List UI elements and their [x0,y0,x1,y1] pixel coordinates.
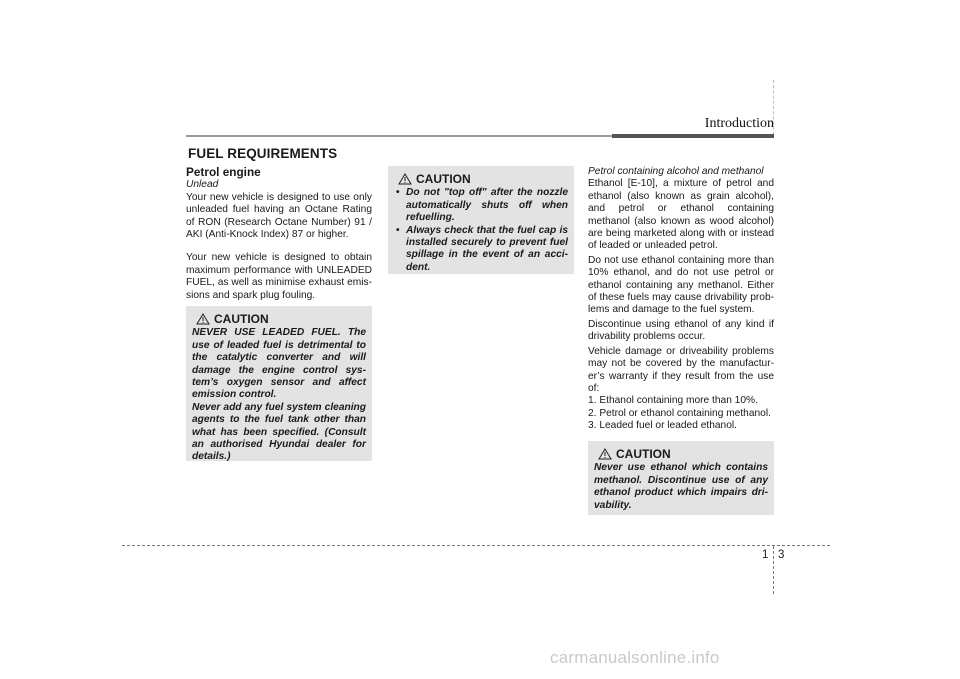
alcohol-paragraph-3: Discontinue using ethanol of any kind if drivability problems occur. [588,318,774,343]
section-title: FUEL REQUIREMENTS [188,146,338,161]
petrol-engine-heading: Petrol engine [186,165,261,179]
caution-label: CAUTION [616,447,671,461]
watermark-text: carmanualsonline.info [550,648,720,667]
warning-triangle-icon [598,448,612,460]
caution-box-leaded-fuel [186,306,372,461]
warning-triangle-icon [196,313,210,325]
unlead-paragraph-2: Your new vehicle is designed to obtain maximum performance with UNLEADED FUEL, as well as minimise exhaust emis-sions and spark plug fouling. [186,252,372,301]
chapter-number: 1 [762,549,769,561]
caution-text-methanol: Never use ethanol which contains methanol. Discontinue use of any ethanol product which impairs dri-vability. [594,462,768,511]
alcohol-subheading: Petrol containing alcohol and methanol [588,166,764,177]
alcohol-column [588,166,774,433]
alcohol-paragraph-2: Do not use ethanol containing more than 10% ethanol, and do not use petrol or ethanol containing any methanol. Either of these fuels may cause drivability prob-lems and damage to the fuel system. [588,254,774,316]
caution-header [598,448,774,460]
header-rule-accent [612,134,774,138]
alcohol-list-item: 3. Leaded fuel or leaded ethanol. [588,420,737,432]
caution-bullet-top-off: • Do not "top off" after the nozzle automatically shuts off when refuelling. [394,187,568,224]
petrol-engine-column [186,166,372,302]
alcohol-list-item: 2. Petrol or ethanol containing methanol. [588,407,771,419]
caution-bullet-fuel-cap: • Always check that the fuel cap is installed securely to prevent fuel spillage in the event of an acci-dent. [394,225,568,275]
caution-box-refuelling [388,166,574,274]
warning-triangle-icon [398,173,412,185]
unlead-subheading: Unlead [186,179,219,191]
caution-header [196,313,372,325]
alcohol-paragraph-4: Vehicle damage or driveability problems may not be covered by the manufactur-er’s warranty if they result from the use of: [588,345,774,394]
footer-dashed-rule [122,545,830,546]
caution-text-leaded: NEVER USE LEADED FUEL. The use of leaded fuel is detrimental to the catalytic converter and will damage the engine control sys-tem’s oxygen sensor and affect emission control. [192,327,366,401]
caution-header [398,173,574,185]
unlead-paragraph-1: Your new vehicle is designed to use only unleaded fuel having an Octane Rating of RON (Research Octane Number) 91 / AKI (Anti-Knock Index) 87 or higher. [186,191,372,241]
caution-box-methanol [588,441,774,515]
caution-label: CAUTION [416,172,471,186]
page-number-divider [773,546,774,594]
page-number: 3 [778,549,785,561]
caution-label: CAUTION [214,312,269,326]
caution-bullet-list [394,187,568,274]
alcohol-list-item: 1. Ethanol containing more than 10%. [588,395,758,407]
chapter-header-title: Introduction [704,116,774,131]
alcohol-paragraph-1: Ethanol [E-10], a mixture of petrol and ethanol (also known as grain alcohol), and petrol or ethanol containing methanol (also known as wood alcohol) are being marketed along with or instead of leaded or unleaded petrol. [588,178,774,252]
caution-text-cleaning-agents: Never add any fuel system cleaning agents to the fuel tank other than what has been specified. (Consult an authorised Hyundai dealer for details.) [192,401,366,463]
